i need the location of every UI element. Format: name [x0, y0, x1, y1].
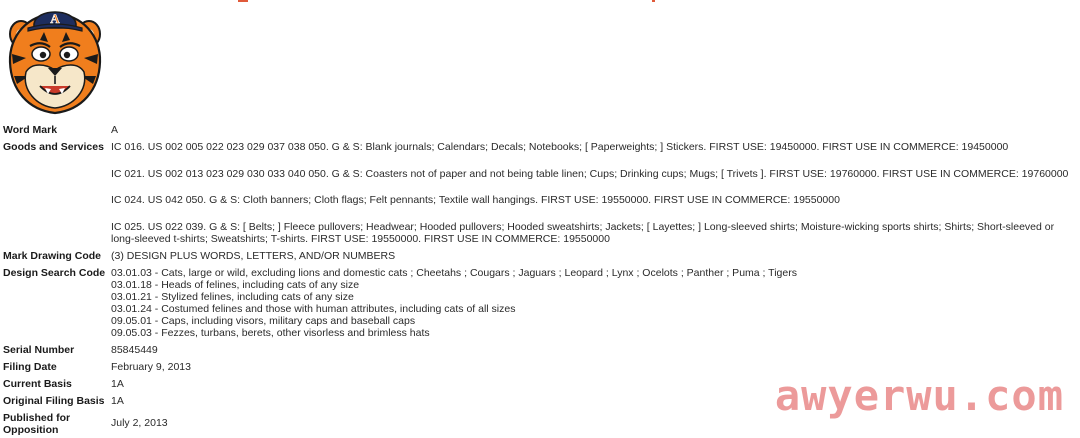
design-code-line: 03.01.03 - Cats, large or wild, excluding lions and domestic cats ; Cheetahs ; Cougars ; Jaguars ; Leopard ; Lynx ; Ocelots ; Panther ; Puma ; Tigers: [111, 266, 797, 279]
design-search-code-list: [111, 264, 1077, 341]
word-mark-row: [3, 121, 1077, 138]
site-watermark: awyerwu.com: [774, 371, 1064, 420]
mark-drawing-code-label: Mark Drawing Code: [3, 249, 102, 262]
goods-services-row: [3, 138, 1077, 156]
goods-services-row: [3, 156, 1077, 183]
current-basis-value: 1A: [111, 377, 124, 390]
design-search-code-row: [3, 264, 1077, 341]
goods-services-row: [3, 209, 1077, 248]
current-basis-label: Current Basis: [3, 377, 72, 390]
goods-services-label: Goods and Services: [3, 141, 104, 153]
serial-number-label: Serial Number: [3, 343, 75, 356]
mark-drawing-code-row: [3, 247, 1077, 264]
goods-services-row: [3, 182, 1077, 209]
cap-letter: A: [50, 11, 60, 26]
serial-number-value: 85845449: [111, 343, 158, 356]
serial-number-row: [3, 341, 1077, 358]
design-code-line: 03.01.24 - Costumed felines and those with human attributes, including cats of all sizes: [111, 302, 516, 315]
goods-services-ic024: IC 024. US 042 050. G & S: Cloth banners; Cloth flags; Felt pennants; Textile wall hangings. FIRST USE: 19550000. FIRST USE IN COMMERCE: 19550000: [111, 194, 840, 206]
mark-drawing-code-value: (3) DESIGN PLUS WORDS, LETTERS, AND/OR NUMBERS: [111, 249, 396, 262]
tiger-mascot-logo: [4, 2, 106, 118]
design-code-line: 09.05.03 - Fezzes, turbans, berets, other visorless and brimless hats: [111, 326, 430, 339]
goods-services-ic016: IC 016. US 002 005 022 023 029 037 038 050. G & S: Blank journals; Calendars; Decals; Notebooks; [ Paperweights; ] Stickers. FIRST USE: 19450000. FIRST USE IN COMMERCE: 19450000: [111, 141, 1009, 153]
top-edge-mark: [238, 0, 248, 2]
design-code-line: 03.01.18 - Heads of felines, including cats of any size: [111, 278, 360, 291]
filing-date-label: Filing Date: [3, 360, 57, 373]
goods-services-ic025: IC 025. US 022 039. G & S: [ Belts; ] Fleece pullovers; Headwear; Hooded pullovers; Hooded sweatshirts; Jackets; [ Layettes; ] Long-sleeved shirts; Moisture-wicking sports shirts; Shirts; Short-sleeved or long-sleeved t-shirts; Sweatshirts; T-shirts. FIRST USE: 19550000. FIRST USE IN COMMERCE: 19550000: [111, 220, 1055, 245]
design-code-line: 03.01.21 - Stylized felines, including cats of any size: [111, 290, 354, 303]
top-edge-mark: [652, 0, 655, 2]
published-for-opposition-value: July 2, 2013: [111, 417, 168, 429]
published-for-opposition-label: Published for Opposition: [3, 411, 71, 436]
word-mark-value: A: [111, 123, 119, 136]
design-search-code-label: Design Search Code: [3, 266, 106, 279]
original-filing-basis-value: 1A: [111, 394, 124, 407]
original-filing-basis-label: Original Filing Basis: [3, 394, 105, 407]
goods-services-ic021: IC 021. US 002 013 023 029 030 033 040 050. G & S: Coasters not of paper and not being table linen; Cups; Drinking cups; Mugs; [ Trivets ]. FIRST USE: 19760000. FIRST USE IN COMMERCE: 19760000: [111, 167, 1069, 180]
design-code-line: 09.05.01 - Caps, including visors, military caps and baseball caps: [111, 314, 416, 327]
word-mark-label: Word Mark: [3, 123, 58, 136]
filing-date-value: February 9, 2013: [111, 360, 191, 373]
